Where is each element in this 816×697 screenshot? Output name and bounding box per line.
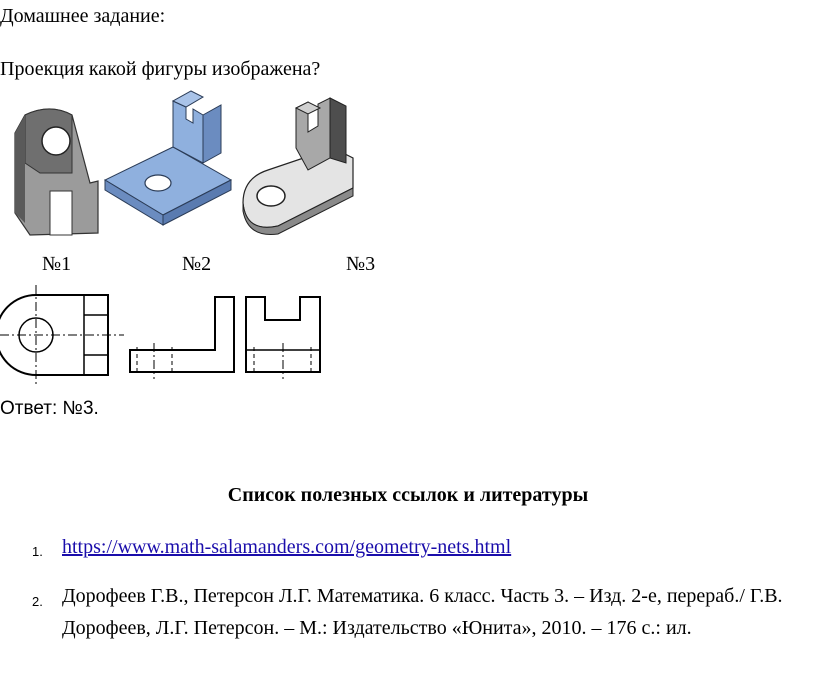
- isometric-part-1-icon: [10, 103, 100, 238]
- reference-number: 2.: [32, 594, 43, 609]
- isometric-part-2-icon: [103, 105, 233, 225]
- figure-label-2: №2: [182, 253, 212, 275]
- homework-title: Домашнее задание:: [0, 5, 166, 27]
- side-view: [246, 297, 320, 379]
- reference-link[interactable]: https://www.math-salamanders.com/geometry-nets.html: [62, 536, 512, 558]
- top-view: [0, 285, 124, 385]
- projection-drawing: [0, 285, 330, 385]
- references-heading: Список полезных ссылок и литературы: [227, 484, 589, 506]
- reference-number: 1.: [32, 544, 43, 559]
- front-view: [130, 297, 234, 379]
- figure-label-1: №1: [42, 253, 72, 275]
- isometric-part-3-icon: [238, 108, 358, 238]
- reference-text: Дорофеев Г.В., Петерсон Л.Г. Математика. 6 класс. Часть 3. – Изд. 2-е, перераб./ Г.В. Дорофеев, Л.Г. Петерсон. – М.: Издательство «Юнита», 2010. – 176 с.: ил.: [62, 585, 783, 639]
- answer-text: Ответ: №3.: [0, 398, 99, 419]
- question-text: Проекция какой фигуры изображена?: [0, 58, 321, 80]
- figure-label-3: №3: [346, 253, 376, 275]
